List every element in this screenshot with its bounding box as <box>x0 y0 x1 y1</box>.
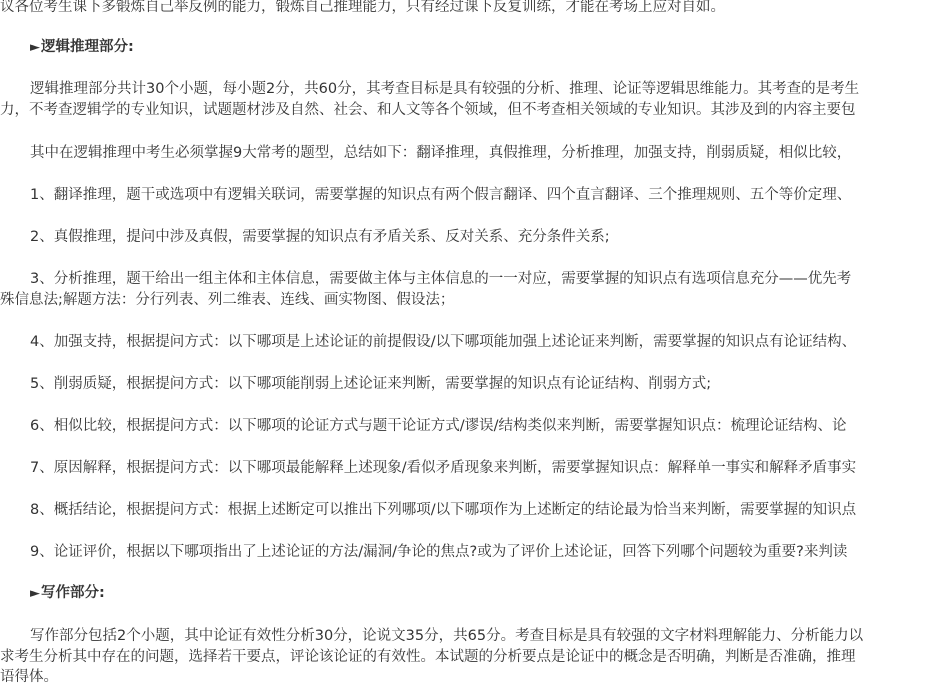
list-item: 5、削弱质疑，根据提问方式：以下哪项能削弱上述论证来判断，需要掌握的知识点有论证结构、削弱方式; <box>30 376 712 392</box>
list-item: 8、概括结论，根据提问方式：根据上述断定可以推出下列哪项/以下哪项作为上述断定的结论最为恰当来判断，需要掌握的知识点 <box>30 502 857 518</box>
paragraph-line: 求考生分析其中存在的问题，选择若干要点，评论该论证的有效性。本试题的分析要点是论证中的概念是否明确，判断是否准确，推理 <box>0 649 856 665</box>
section-heading-text: 逻辑推理部分: <box>41 39 134 55</box>
paragraph-line: 力，不考查逻辑学的专业知识，试题题材涉及自然、社会、和人文等各个领域，但不考查相关领域的专业知识。其涉及到的内容主要包 <box>0 102 856 118</box>
section-heading-text: 写作部分: <box>41 585 105 601</box>
section-heading-logic <box>30 37 134 57</box>
section-heading-writing <box>30 583 105 603</box>
paragraph-line: 写作部分包括2个小题，其中论证有效性分析30分，论说文35分，共65分。考查目标是具有较强的文字材料理解能力、分析能力以 <box>30 628 864 644</box>
paragraph-line: 其中在逻辑推理中考生必须掌握9大常考的题型，总结如下：翻译推理，真假推理，分析推理，加强支持，削弱质疑，相似比较， <box>30 145 852 161</box>
list-item: 6、相似比较，根据提问方式：以下哪项的论证方式与题干论证方式/谬误/结构类似来判断，需要掌握知识点：梳理论证结构、论 <box>30 418 847 434</box>
list-item-continuation: 殊信息法;解题方法：分行列表、列二维表、连线、画实物图、假设法； <box>0 292 455 308</box>
paragraph-line: 逻辑推理部分共计30个小题，每小题2分，共60分，其考查目标是具有较强的分析、推理、论证等逻辑思维能力。其考查的是考生 <box>30 81 860 97</box>
paragraph-line: 议各位考生课下多锻炼自己举反例的能力，锻炼自己推理能力，只有经过课下反复训练，才能在考场上应对自如。 <box>0 0 725 15</box>
triangle-right-icon: ► <box>30 586 40 601</box>
list-item: 1、翻译推理，题干或选项中有逻辑关联词，需要掌握的知识点有两个假言翻译、四个直言翻译、三个推理规则、五个等价定理、 <box>30 187 852 203</box>
list-item: 3、分析推理，题干给出一组主体和主体信息，需要做主体与主体信息的一一对应，需要掌握的知识点有选项信息充分——优先考 <box>30 271 852 287</box>
list-item: 7、原因解释，根据提问方式：以下哪项最能解释上述现象/看似矛盾现象来判断，需要掌握知识点：解释单一事实和解释矛盾事实 <box>30 460 857 476</box>
paragraph-line: 语得体。 <box>0 669 58 685</box>
list-item: 4、加强支持，根据提问方式：以下哪项是上述论证的前提假设/以下哪项能加强上述论证来判断，需要掌握的知识点有论证结构、 <box>30 334 857 350</box>
list-item: 2、真假推理，提问中涉及真假，需要掌握的知识点有矛盾关系、反对关系、充分条件关系; <box>30 229 610 245</box>
list-item: 9、论证评价，根据以下哪项指出了上述论证的方法/漏洞/争论的焦点?或为了评价上述论证，回答下列哪个问题较为重要?来判读 <box>30 544 848 560</box>
triangle-right-icon: ► <box>30 40 40 55</box>
